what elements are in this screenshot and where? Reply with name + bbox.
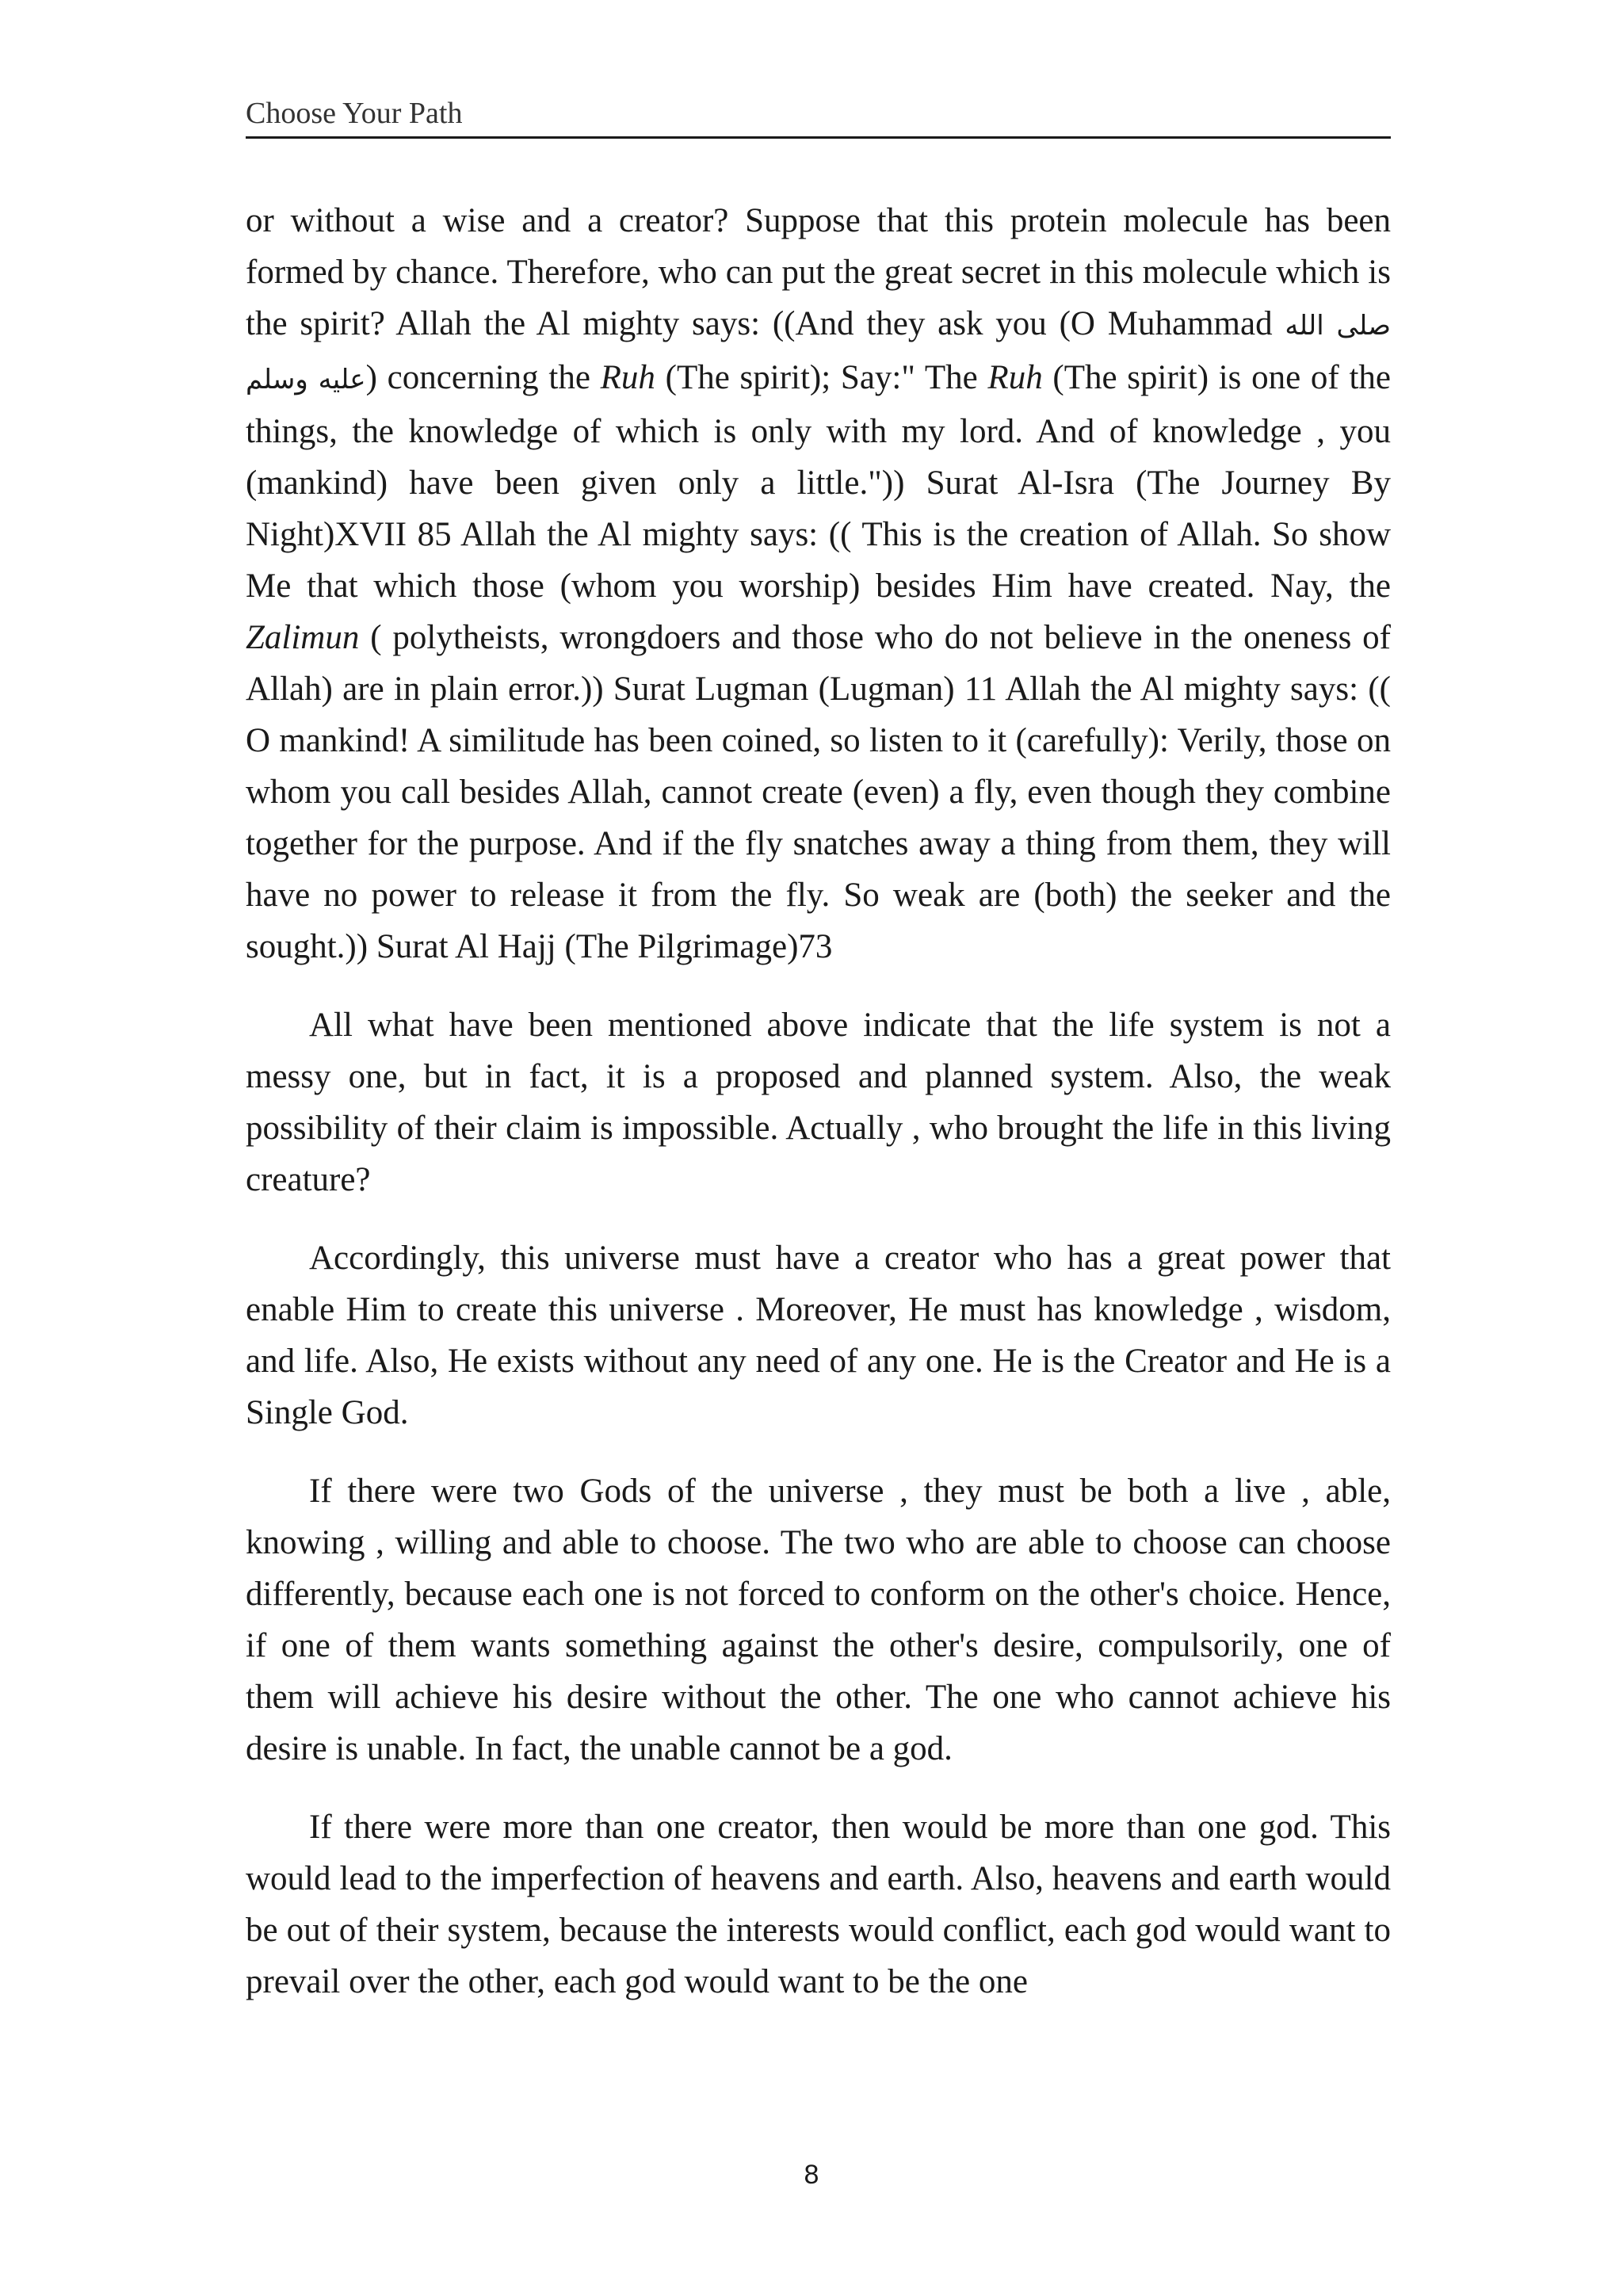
paragraph-3: Accordingly, this universe must have a creator who has a great power that enable Him to create this universe . Moreover, He must has knowledge , wisdom, and life. Also, He exists without any need of any one. He is the Creator and He is a Single God. — [246, 1240, 1391, 1431]
running-header — [246, 95, 1391, 139]
italic-term-ruh: Ruh — [600, 359, 655, 396]
paragraph-1-text-e: ( polytheists, wrongdoers and those who do not believe in the oneness of Allah) are in plain error.)) Surat Lugman (Lugman) 11 Allah the Al mighty says: (( O mankind! A similitude has been coined, so listen to it (carefully): Verily, those on whom you call besides Allah, cannot create (even) a fly, even though they combine together for the purpose. And if the fly snatches away a thing from them, they will have no power to release it from the fly. So weak are (both) the seeker and the sought.)) Surat Al Hajj (The Pilgrimage)73 — [246, 619, 1391, 965]
paragraph-2: All what have been mentioned above indicate that the life system is not a messy one, but in fact, it is a proposed and planned system. Also, the weak possibility of their claim is impossible. Actually , who brought the life in this living creature? — [246, 1007, 1391, 1198]
paragraph-1-text-a: or without a wise and a creator? Suppose that this protein molecule has been formed by chance. Therefore, who can put the great secret in this molecule which is the spirit? Allah the Al mighty says: ((And they ask you (O Muhammad — [246, 202, 1391, 342]
paragraph-1-text-d: (The spirit) is one of the things, the knowledge of which is only with my lord. And of knowledge , you (mankind) have been given only a little.")) Surat Al-Isra (The Journey By Night)XVII 85 Allah the Al mighty says: (( This is the creation of Allah. So show Me that which those (whom you worship) besides Him have created. Nay, the — [246, 359, 1392, 605]
page-number: 8 — [804, 2160, 819, 2190]
arabic-honorific: صلى الله عليه وسلم — [246, 310, 1392, 395]
paragraph-5: If there were more than one creator, then would be more than one god. This would lead to the imperfection of heavens and earth. Also, heavens and earth would be out of their system, because the interests would conflict, each god would want to prevail over the other, each god would want to be the one — [246, 1809, 1391, 2000]
book-title: Choose Your Path — [246, 97, 463, 130]
paragraph-1 — [246, 195, 1391, 972]
italic-term-zalimun: Zalimun — [246, 619, 360, 656]
paragraph-4: If there were two Gods of the universe , they must be both a live , able, knowing , willing and able to choose. The two who are able to choose can choose differently, because each one is not forced to conform on the other's choice. Hence, if one of them wants something against the other's desire, compulsorily, one of them will achieve his desire without the other. The one who cannot achieve his desire is unable. In fact, the unable cannot be a god. — [246, 1473, 1391, 1767]
italic-term-ruh-2: Ruh — [987, 359, 1043, 396]
page-body — [246, 195, 1391, 2034]
paragraph-1-text-c: (The spirit); Say:" The — [655, 359, 988, 396]
paragraph-1-text-b: ) concerning the — [365, 359, 601, 396]
